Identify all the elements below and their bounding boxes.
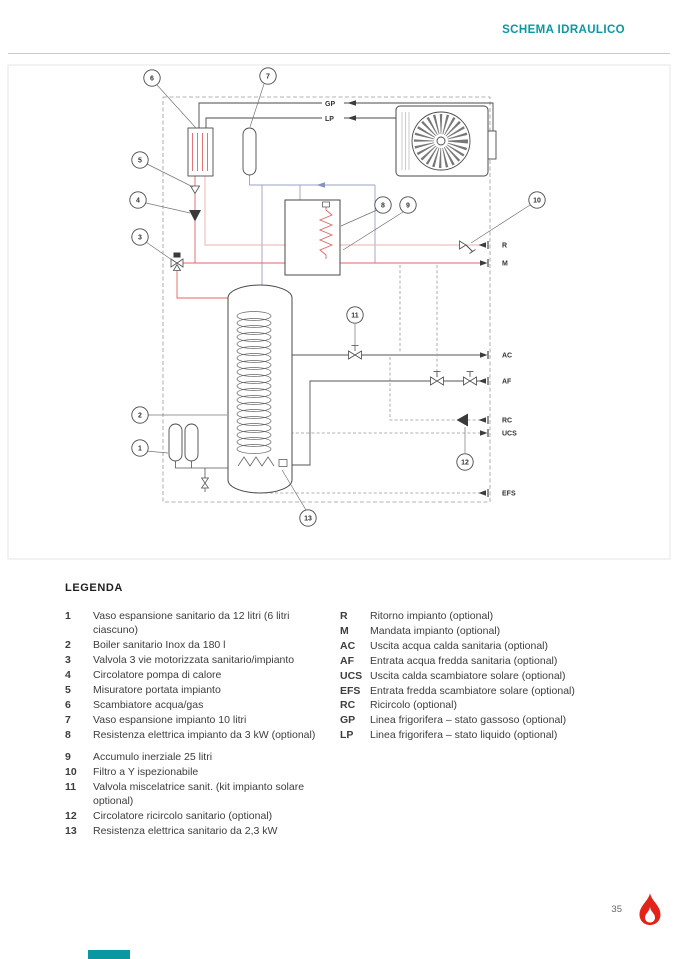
drain-valve — [202, 478, 209, 492]
buffer-tank — [285, 200, 340, 275]
legend-item: EFS Entrata fredda scambiatore solare (optional) — [340, 684, 575, 697]
callout-11 — [347, 307, 363, 323]
svg-text:8: 8 — [381, 202, 385, 210]
svg-text:R: R — [502, 242, 508, 250]
svg-text:13: 13 — [304, 515, 312, 523]
svg-text:11: 11 — [351, 312, 359, 320]
legend-item: 3 Valvola 3 vie motorizzata sanitario/impianto — [65, 654, 295, 667]
gas-water-exchanger — [188, 128, 213, 176]
heat-pump-unit — [396, 106, 496, 176]
legend-item: 11 Valvola miscelatrice sanit. (kit impianto solare optional) — [65, 780, 305, 808]
port-af — [479, 377, 513, 386]
brand-flame-logo — [637, 892, 663, 926]
ports — [479, 241, 518, 498]
recirculation-pump — [457, 414, 469, 427]
legend-item: 6 Scambiatore acqua/gas — [65, 698, 204, 711]
legend-coded-list — [340, 609, 643, 839]
svg-text:1: 1 — [138, 445, 142, 453]
svg-text:2: 2 — [138, 412, 142, 420]
refrigerant-labels — [322, 98, 356, 124]
legend-item: 7 Vaso espansione impianto 10 litri — [65, 713, 247, 726]
svg-text:UCS: UCS — [502, 430, 517, 438]
callout-10 — [529, 192, 545, 208]
y-filter — [460, 241, 476, 254]
sanitary-pipes — [292, 355, 486, 465]
fan-icon — [412, 112, 470, 170]
legend-section — [65, 582, 643, 839]
three-way-valve — [171, 253, 183, 271]
port-r — [479, 241, 508, 250]
legend-item: 5 Misuratore portata impianto — [65, 684, 221, 697]
legend-item: M Mandata impianto (optional) — [340, 624, 501, 637]
port-ucs — [480, 429, 517, 438]
flow-meter — [191, 186, 200, 194]
callout-8 — [375, 197, 391, 213]
legend-item: 1 Vaso espansione sanitario da 12 litri (6 litri ciascuno) — [65, 610, 290, 637]
legend-item: 10 Filtro a Y ispezionabile — [65, 766, 199, 779]
callout-4 — [130, 192, 146, 208]
legend-item: 9 Accumulo inerziale 25 litri — [65, 751, 213, 764]
legend-item: RC Ricircolo (optional) — [340, 699, 457, 712]
callout-5 — [132, 152, 148, 168]
legend-item: AF Entrata acqua fredda sanitaria (optional) — [340, 654, 558, 667]
heat-pump-circulator — [189, 210, 201, 222]
svg-text:RC: RC — [502, 417, 513, 425]
svg-text:AF: AF — [502, 378, 512, 386]
legend-item: GP Linea frigorifera – stato gassoso (optional) — [340, 714, 567, 727]
callout-2 — [132, 407, 148, 423]
lp-arrow-icon — [348, 115, 357, 121]
svg-text:10: 10 — [533, 197, 541, 205]
page-title: SCHEMA IDRAULICO — [502, 24, 625, 36]
af-shutoff-valves — [431, 372, 477, 386]
callout-7 — [260, 68, 276, 84]
svg-text:4: 4 — [136, 197, 140, 205]
diagram-frame — [8, 65, 670, 559]
svg-text:9: 9 — [406, 202, 410, 210]
svg-text:EFS: EFS — [502, 490, 516, 498]
callout-9 — [400, 197, 416, 213]
legend-item: 12 Circolatore ricircolo sanitario (optional) — [65, 810, 273, 823]
legend-item: UCS Uscita calda scambiatore solare (optional) — [340, 669, 566, 682]
legend-numbered-list — [65, 609, 317, 839]
legend-item: 2 Boiler sanitario Inox da 180 l — [65, 639, 226, 652]
return-pipe — [205, 176, 486, 245]
svg-text:5: 5 — [138, 157, 142, 165]
gp-arrow-icon — [348, 100, 357, 106]
port-efs — [479, 489, 516, 498]
expansion-vessel-impianto — [243, 128, 256, 175]
lp-label: LP — [325, 116, 334, 123]
svg-text:12: 12 — [461, 459, 469, 467]
legend-title: LEGENDA — [65, 582, 123, 594]
svg-text:7: 7 — [266, 73, 270, 81]
legend-item: LP Linea frigorifera – stato liquido (optional) — [340, 729, 558, 742]
flow-arrow-icon — [317, 182, 326, 187]
svg-text:6: 6 — [150, 75, 154, 83]
footer-accent-bar — [88, 950, 130, 959]
callout-6 — [144, 70, 160, 86]
svg-text:3: 3 — [138, 234, 142, 242]
callout-3 — [132, 229, 148, 245]
legend-item: 4 Circolatore pompa di calore — [65, 669, 222, 682]
port-m — [480, 259, 508, 268]
callout-12 — [457, 454, 473, 470]
page-number: 35 — [611, 904, 622, 915]
port-ac — [480, 351, 512, 360]
port-rc — [479, 416, 513, 425]
legend-item: AC Uscita acqua calda sanitaria (optional) — [340, 639, 549, 652]
dhw-tank — [228, 285, 292, 493]
legend-item: 8 Resistenza elettrica impianto da 3 kW (optional) — [65, 728, 316, 741]
legend-item: R Ritorno impianto (optional) — [340, 610, 494, 622]
gp-label: GP — [325, 101, 336, 108]
legend-item: 13 Resistenza elettrica sanitario da 2,3 kW — [65, 825, 278, 838]
svg-text:M: M — [502, 260, 508, 268]
callout-1 — [132, 440, 148, 456]
svg-text:AC: AC — [502, 352, 513, 360]
callout-13 — [300, 510, 316, 526]
